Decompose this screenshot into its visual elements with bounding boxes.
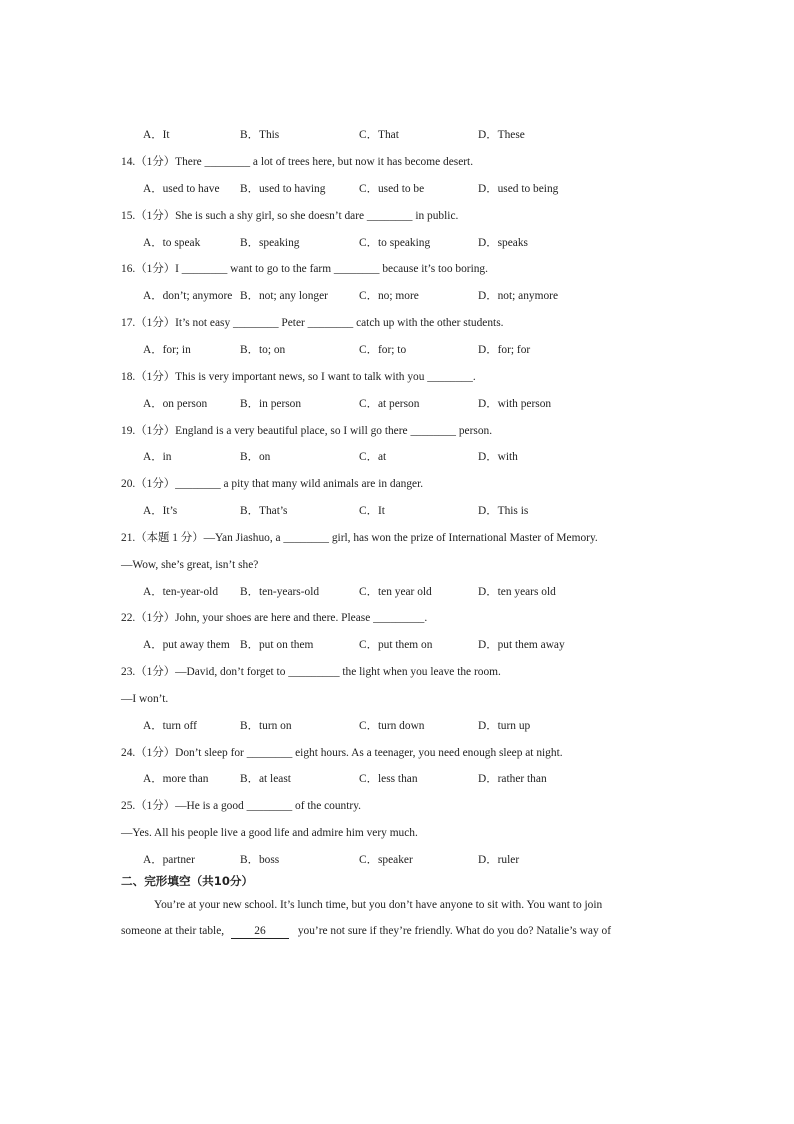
option-d: D．turn up (478, 720, 531, 732)
question-stem: 23.（1分）—David, don’t forget to _________ the light when you leave the room. (121, 666, 501, 678)
option-c: C．ten year old (359, 586, 432, 598)
option-b: B．boss (240, 854, 280, 866)
option-d: D．put them away (478, 639, 565, 651)
option-b: B．in person (240, 398, 302, 410)
option-b: B．That’s (240, 505, 288, 517)
option-a: A．It (143, 129, 170, 141)
option-d: D．for; for (478, 344, 531, 356)
option-a: A．don’t; anymore (143, 290, 233, 302)
option-c: C．to speaking (359, 237, 431, 249)
option-a: A．on person (143, 398, 208, 410)
question-stem: 18.（1分）This is very important news, so I want to talk with you ________. (121, 371, 476, 383)
option-a: A．more than (143, 773, 209, 785)
option-c: C．That (359, 129, 399, 141)
option-b: B．ten-years-old (240, 586, 320, 598)
option-c: C．turn down (359, 720, 425, 732)
question-stem: 16.（1分）I ________ want to go to the farm ________ because it’s too boring. (121, 263, 488, 275)
option-c: C．put them on (359, 639, 433, 651)
option-c: C．no; more (359, 290, 419, 302)
option-b: B．This (240, 129, 280, 141)
option-d: D．with (478, 451, 518, 463)
cloze-blank-26[interactable]: 26 (231, 924, 289, 939)
question-stem: 17.（1分）It’s not easy ________ Peter ________ catch up with the other students. (121, 317, 504, 329)
option-d: D．ruler (478, 854, 520, 866)
option-d: D．with person (478, 398, 552, 410)
option-c: C．at person (359, 398, 420, 410)
option-b: B．used to having (240, 183, 326, 195)
passage-text: someone at their table, (121, 925, 225, 937)
option-c: C．for; to (359, 344, 407, 356)
passage-text: you’re not sure if they’re friendly. What do you do? Natalie’s way of (297, 925, 611, 937)
option-b: B．at least (240, 773, 291, 785)
question-stem: 19.（1分）England is a very beautiful place, so I will go there ________ person. (121, 425, 493, 437)
question-stem: 14.（1分）There ________ a lot of trees here, but now it has become desert. (121, 156, 474, 168)
option-b: B．turn on (240, 720, 292, 732)
option-c: C．less than (359, 773, 418, 785)
option-d: D．not; anymore (478, 290, 559, 302)
option-b: B．put on them (240, 639, 314, 651)
option-d: D．These (478, 129, 525, 141)
passage-line-1: You’re at your new school. It’s lunch time, but you don’t have anyone to sit with. You want to join (154, 899, 603, 911)
question-stem: 21.（本题 1 分）—Yan Jiashuo, a ________ girl, has won the prize of International Master of Memory. (121, 532, 598, 544)
question-stem: 15.（1分）She is such a shy girl, so she doesn’t dare ________ in public. (121, 210, 459, 222)
option-a: A．used to have (143, 183, 220, 195)
section-heading: 二、完形填空（共10分） (121, 874, 254, 888)
passage-line-2 (121, 924, 641, 939)
option-d: D．used to being (478, 183, 559, 195)
option-b: B．to; on (240, 344, 286, 356)
option-b: B．speaking (240, 237, 300, 249)
dialogue-reply: —Yes. All his people live a good life and admire him very much. (121, 827, 418, 839)
question-stem: 20.（1分）________ a pity that many wild animals are in danger. (121, 478, 424, 490)
question-stem: 22.（1分）John, your shoes are here and there. Please _________. (121, 612, 428, 624)
option-c: C．It (359, 505, 385, 517)
option-b: B．on (240, 451, 271, 463)
question-stem: 24.（1分）Don’t sleep for ________ eight hours. As a teenager, you need enough sleep at night. (121, 747, 563, 759)
option-d: D．This is (478, 505, 529, 517)
option-d: D．rather than (478, 773, 547, 785)
option-a: A．turn off (143, 720, 197, 732)
question-stem: 25.（1分）—He is a good ________ of the country. (121, 800, 362, 812)
option-c: C．speaker (359, 854, 413, 866)
option-d: D．speaks (478, 237, 528, 249)
option-c: C．used to be (359, 183, 425, 195)
dialogue-reply: —I won’t. (121, 693, 169, 705)
option-a: A．in (143, 451, 172, 463)
dialogue-reply: —Wow, she’s great, isn’t she? (121, 559, 259, 571)
option-a: A．ten-year-old (143, 586, 219, 598)
option-a: A．It’s (143, 505, 178, 517)
option-b: B．not; any longer (240, 290, 328, 302)
option-a: A．for; in (143, 344, 191, 356)
option-a: A．put away them (143, 639, 230, 651)
option-c: C．at (359, 451, 387, 463)
option-a: A．to speak (143, 237, 201, 249)
option-a: A．partner (143, 854, 195, 866)
option-d: D．ten years old (478, 586, 556, 598)
